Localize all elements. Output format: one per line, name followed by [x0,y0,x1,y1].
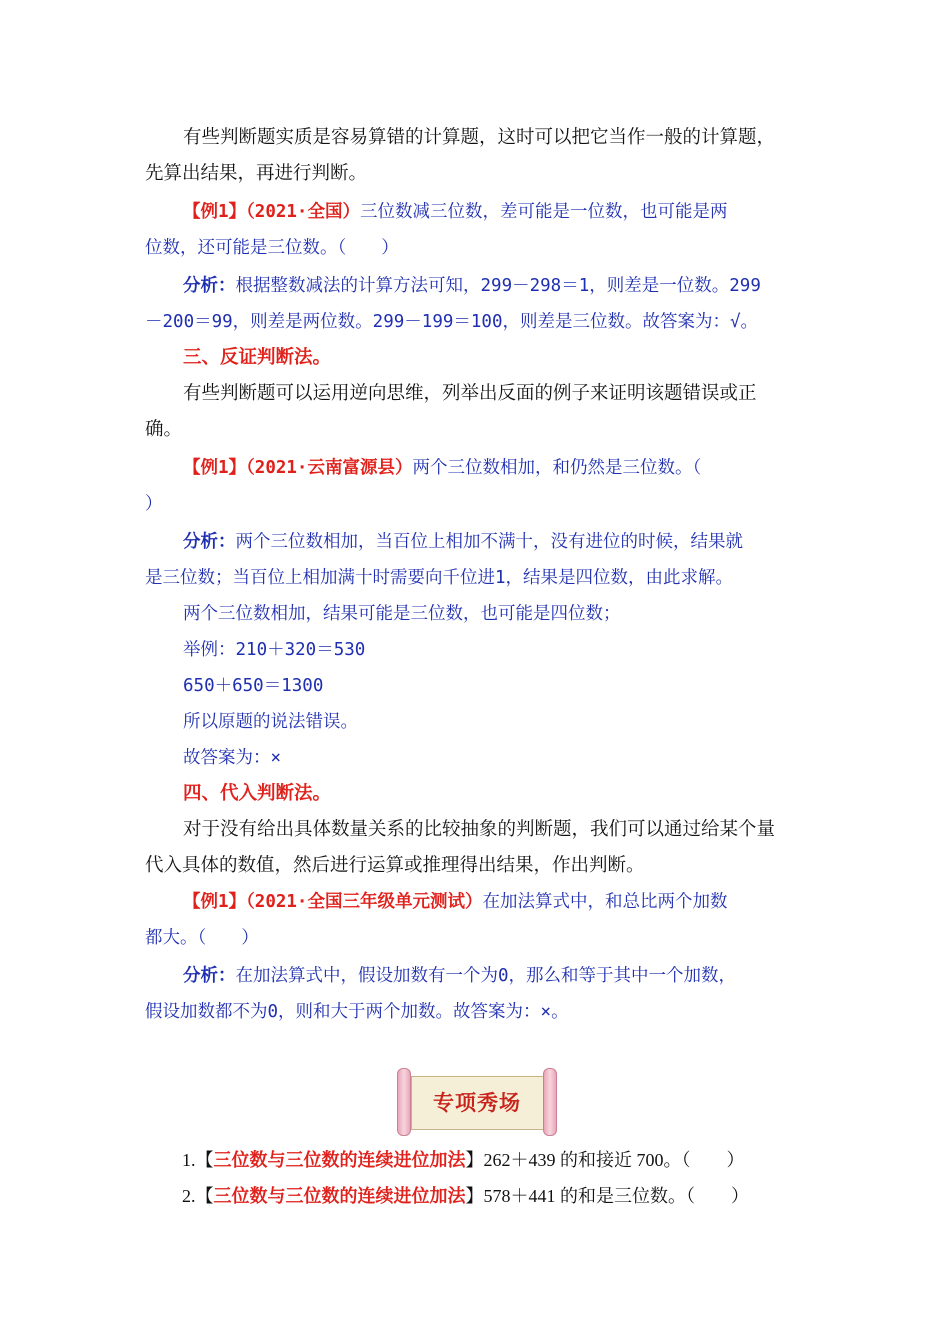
intro-line-2: 先算出结果，再进行判断。 [145,163,368,184]
section-4-line-1: 对于没有给出具体数量关系的比较抽象的判断题，我们可以通过给某个量 [183,819,776,840]
analysis-text: 在加法算式中，假设加数有一个为0，那么和等于其中一个加数， [235,966,737,986]
bracket-open: 【 [195,1150,214,1170]
example-2-line-6: 所以原题的说法错误。 [183,712,358,732]
bracket-close: 】 [465,1186,484,1206]
example-2-analysis-line-1 [183,530,743,554]
example-3-line-2: 都大。（ ） [145,928,259,948]
example-2-line-5: 650＋650＝1300 [183,676,324,696]
section-4-line-2: 代入具体的数值，然后进行运算或推理得出结果，作出判断。 [145,855,645,876]
example-2-head: 【例1】（2021·云南富源县） [183,458,413,478]
analysis-label: 分析： [183,966,236,986]
scroll-left-rod [397,1068,411,1136]
example-1-line-2: 位数，还可能是三位数。（ ） [145,238,399,258]
question-number: 2. [182,1186,196,1206]
example-1-text: 三位数减三位数，差可能是一位数，也可能是两 [359,202,728,222]
section-3-line-1: 有些判断题可以运用逆向思维，列举出反面的例子来证明该题错误或正 [183,383,757,404]
analysis-label: 分析： [183,276,236,296]
example-1-line-1 [183,200,727,224]
example-2-text: 两个三位数相加，和仍然是三位数。（ [412,458,702,478]
question-text: 262＋439 的和接近 700。（ ） [483,1150,745,1170]
example-3-text: 在加法算式中，和总比两个加数 [482,892,728,912]
analysis-text: 根据整数减法的计算方法可知，299－298＝1，则差是一位数。299 [235,276,761,296]
bracket-close: 】 [465,1150,484,1170]
bracket-open: 【 [195,1186,214,1206]
example-1-analysis-line-2: －200＝99，则差是两位数。299－199＝100，则差是三位数。故答案为：√。 [145,312,759,332]
analysis-text: 两个三位数相加，当百位上相加不满十，没有进位的时候，结果就 [235,532,743,552]
question-tag: 三位数与三位数的连续进位加法 [213,1186,466,1207]
example-3-line-1 [183,890,727,914]
question-2 [182,1184,749,1209]
section-banner-scroll [397,1068,557,1136]
question-number: 1. [182,1150,196,1170]
example-1-head: 【例1】（2021·全国） [183,202,360,222]
analysis-label: 分析： [183,532,236,552]
example-2-line-7: 故答案为：× [183,748,282,768]
banner-title: 专项秀场 [433,1091,521,1115]
scroll-right-rod [543,1068,557,1136]
example-2-analysis-line-2: 是三位数；当百位上相加满十时需要向千位进1，结果是四位数，由此求解。 [145,568,734,588]
intro-line-1: 有些判断题实质是容易算错的计算题，这时可以把它当作一般的计算题， [183,127,776,148]
example-3-analysis-line-1 [183,964,736,988]
example-3-analysis-line-2: 假设加数都不为0，则和大于两个加数。故答案为：×。 [145,1002,569,1022]
example-1-analysis-line-1 [183,274,761,298]
example-2-line-3: 两个三位数相加，结果可能是三位数，也可能是四位数； [183,604,621,624]
question-text: 578＋441 的和是三位数。（ ） [483,1186,749,1206]
question-1 [182,1148,745,1173]
example-2-line-1 [183,456,701,480]
example-2-line-2: ） [145,494,163,514]
section-4-title: 四、代入判断法。 [183,783,332,804]
example-2-line-4: 举例：210＋320＝530 [183,640,366,660]
example-3-head: 【例1】（2021·全国三年级单元测试） [183,892,483,912]
question-tag: 三位数与三位数的连续进位加法 [213,1150,466,1171]
section-3-title: 三、反证判断法。 [183,347,332,368]
section-3-line-2: 确。 [145,419,183,440]
